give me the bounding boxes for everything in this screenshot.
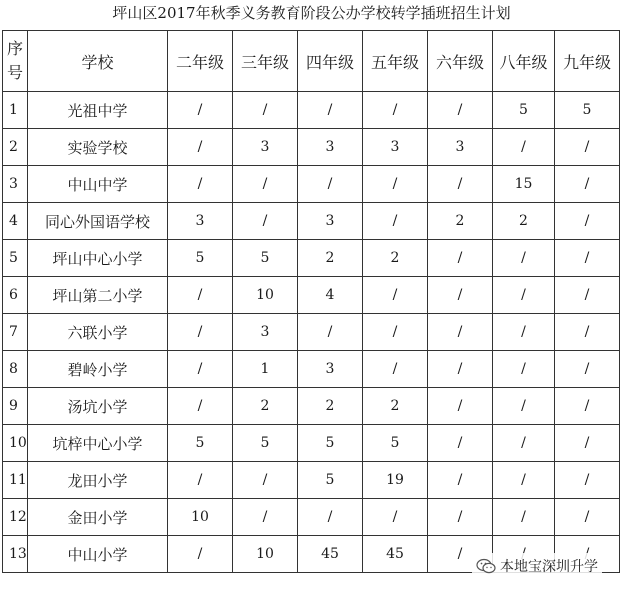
quota-cell: / bbox=[363, 166, 428, 203]
quota-cell: / bbox=[233, 203, 298, 240]
quota-cell: 5 bbox=[233, 425, 298, 462]
quota-cell: / bbox=[233, 92, 298, 129]
wechat-icon bbox=[476, 558, 496, 574]
row-number: 6 bbox=[3, 277, 28, 314]
table-row bbox=[3, 129, 620, 166]
quota-cell: / bbox=[555, 425, 620, 462]
school-name: 光祖中学 bbox=[28, 92, 168, 129]
school-name: 碧岭小学 bbox=[28, 351, 168, 388]
table-row bbox=[3, 351, 620, 388]
quota-cell: 10 bbox=[233, 277, 298, 314]
quota-cell: 45 bbox=[363, 536, 428, 573]
quota-cell: / bbox=[493, 425, 555, 462]
quota-cell: / bbox=[493, 314, 555, 351]
column-header-grade: 八年级 bbox=[493, 31, 555, 92]
quota-cell: 2 bbox=[428, 203, 493, 240]
quota-cell: 5 bbox=[363, 425, 428, 462]
quota-cell: / bbox=[493, 129, 555, 166]
quota-cell: / bbox=[428, 425, 493, 462]
quota-cell: 3 bbox=[168, 203, 233, 240]
quota-cell: / bbox=[298, 314, 363, 351]
quota-cell: / bbox=[555, 277, 620, 314]
row-number: 13 bbox=[3, 536, 28, 573]
quota-cell: / bbox=[168, 536, 233, 573]
quota-cell: / bbox=[363, 92, 428, 129]
quota-cell: / bbox=[555, 499, 620, 536]
school-name: 同心外国语学校 bbox=[28, 203, 168, 240]
table-row bbox=[3, 240, 620, 277]
quota-cell: / bbox=[363, 314, 428, 351]
quota-cell: 10 bbox=[168, 499, 233, 536]
quota-cell: 2 bbox=[298, 240, 363, 277]
row-number: 7 bbox=[3, 314, 28, 351]
quota-cell: / bbox=[168, 277, 233, 314]
quota-cell: / bbox=[493, 240, 555, 277]
quota-cell: / bbox=[428, 277, 493, 314]
quota-cell: / bbox=[363, 499, 428, 536]
quota-cell: / bbox=[428, 388, 493, 425]
row-number: 1 bbox=[3, 92, 28, 129]
quota-cell: / bbox=[493, 499, 555, 536]
quota-cell: 2 bbox=[233, 388, 298, 425]
row-number: 9 bbox=[3, 388, 28, 425]
school-name: 坪山第二小学 bbox=[28, 277, 168, 314]
quota-cell: / bbox=[428, 92, 493, 129]
page-title: 坪山区2017年秋季义务教育阶段公办学校转学插班招生计划 bbox=[112, 4, 511, 22]
row-number: 3 bbox=[3, 166, 28, 203]
quota-cell: 3 bbox=[363, 129, 428, 166]
quota-cell: / bbox=[428, 166, 493, 203]
row-number: 5 bbox=[3, 240, 28, 277]
table-row bbox=[3, 92, 620, 129]
quota-cell: / bbox=[233, 462, 298, 499]
quota-cell: / bbox=[428, 499, 493, 536]
quota-cell: 2 bbox=[298, 388, 363, 425]
quota-cell: / bbox=[168, 92, 233, 129]
row-number: 2 bbox=[3, 129, 28, 166]
watermark bbox=[472, 553, 602, 579]
quota-cell: 15 bbox=[493, 166, 555, 203]
quota-cell: 5 bbox=[298, 462, 363, 499]
quota-cell: / bbox=[555, 388, 620, 425]
table-body bbox=[3, 92, 620, 573]
quota-cell: 3 bbox=[298, 203, 363, 240]
quota-cell: / bbox=[298, 92, 363, 129]
quota-cell: / bbox=[298, 166, 363, 203]
column-header-grade: 六年级 bbox=[428, 31, 493, 92]
quota-cell: 3 bbox=[298, 351, 363, 388]
table-row bbox=[3, 388, 620, 425]
quota-cell: / bbox=[493, 277, 555, 314]
quota-cell: 5 bbox=[168, 240, 233, 277]
quota-cell: / bbox=[428, 351, 493, 388]
school-name: 汤坑小学 bbox=[28, 388, 168, 425]
quota-cell: / bbox=[168, 351, 233, 388]
quota-cell: / bbox=[555, 240, 620, 277]
row-number: 8 bbox=[3, 351, 28, 388]
row-number: 11 bbox=[3, 462, 28, 499]
column-header-grade: 四年级 bbox=[298, 31, 363, 92]
quota-cell: 4 bbox=[298, 277, 363, 314]
quota-cell: 5 bbox=[233, 240, 298, 277]
quota-cell: / bbox=[428, 462, 493, 499]
school-name: 金田小学 bbox=[28, 499, 168, 536]
quota-cell: / bbox=[493, 462, 555, 499]
quota-cell: 3 bbox=[233, 129, 298, 166]
table-row bbox=[3, 314, 620, 351]
school-name: 龙田小学 bbox=[28, 462, 168, 499]
quota-cell: / bbox=[168, 129, 233, 166]
quota-cell: / bbox=[493, 388, 555, 425]
table-row bbox=[3, 203, 620, 240]
table-row bbox=[3, 462, 620, 499]
table-row bbox=[3, 277, 620, 314]
quota-cell: / bbox=[428, 314, 493, 351]
quota-cell: 45 bbox=[298, 536, 363, 573]
quota-cell: / bbox=[555, 314, 620, 351]
column-header-grade: 三年级 bbox=[233, 31, 298, 92]
quota-cell: / bbox=[168, 462, 233, 499]
table-row bbox=[3, 499, 620, 536]
quota-cell: / bbox=[233, 166, 298, 203]
school-name: 坑梓中心小学 bbox=[28, 425, 168, 462]
quota-cell: / bbox=[168, 166, 233, 203]
quota-cell: 3 bbox=[428, 129, 493, 166]
school-name: 坪山中心小学 bbox=[28, 240, 168, 277]
column-header-school: 学校 bbox=[28, 31, 168, 92]
enrollment-plan-table bbox=[2, 30, 620, 573]
quota-cell: / bbox=[428, 240, 493, 277]
column-header-seq: 序号 bbox=[3, 31, 28, 92]
quota-cell: 19 bbox=[363, 462, 428, 499]
quota-cell: 10 bbox=[233, 536, 298, 573]
quota-cell: / bbox=[555, 203, 620, 240]
quota-cell: / bbox=[555, 462, 620, 499]
quota-cell: 2 bbox=[363, 388, 428, 425]
quota-cell: / bbox=[493, 351, 555, 388]
quota-cell: / bbox=[298, 499, 363, 536]
quota-cell: 3 bbox=[233, 314, 298, 351]
quota-cell: 5 bbox=[493, 92, 555, 129]
quota-cell: / bbox=[555, 129, 620, 166]
quota-cell: / bbox=[363, 277, 428, 314]
quota-cell: / bbox=[555, 351, 620, 388]
quota-cell: 2 bbox=[363, 240, 428, 277]
column-header-grade: 二年级 bbox=[168, 31, 233, 92]
row-number: 10 bbox=[3, 425, 28, 462]
quota-cell: / bbox=[555, 166, 620, 203]
quota-cell: 5 bbox=[168, 425, 233, 462]
quota-cell: / bbox=[233, 499, 298, 536]
quota-cell: 3 bbox=[298, 129, 363, 166]
quota-cell: / bbox=[428, 536, 493, 573]
table-row bbox=[3, 425, 620, 462]
quota-cell: 5 bbox=[298, 425, 363, 462]
school-name: 中山小学 bbox=[28, 536, 168, 573]
quota-cell: / bbox=[168, 314, 233, 351]
row-number: 4 bbox=[3, 203, 28, 240]
quota-cell: 2 bbox=[493, 203, 555, 240]
quota-cell: / bbox=[168, 388, 233, 425]
school-name: 实验学校 bbox=[28, 129, 168, 166]
row-number: 12 bbox=[3, 499, 28, 536]
watermark-text: 本地宝深圳升学 bbox=[500, 559, 598, 575]
table-row bbox=[3, 166, 620, 203]
quota-cell: / bbox=[363, 203, 428, 240]
quota-cell: 1 bbox=[233, 351, 298, 388]
school-name: 中山中学 bbox=[28, 166, 168, 203]
column-header-grade: 五年级 bbox=[363, 31, 428, 92]
school-name: 六联小学 bbox=[28, 314, 168, 351]
header-row bbox=[3, 31, 620, 92]
quota-cell: / bbox=[363, 351, 428, 388]
quota-cell: 5 bbox=[555, 92, 620, 129]
column-header-grade: 九年级 bbox=[555, 31, 620, 92]
